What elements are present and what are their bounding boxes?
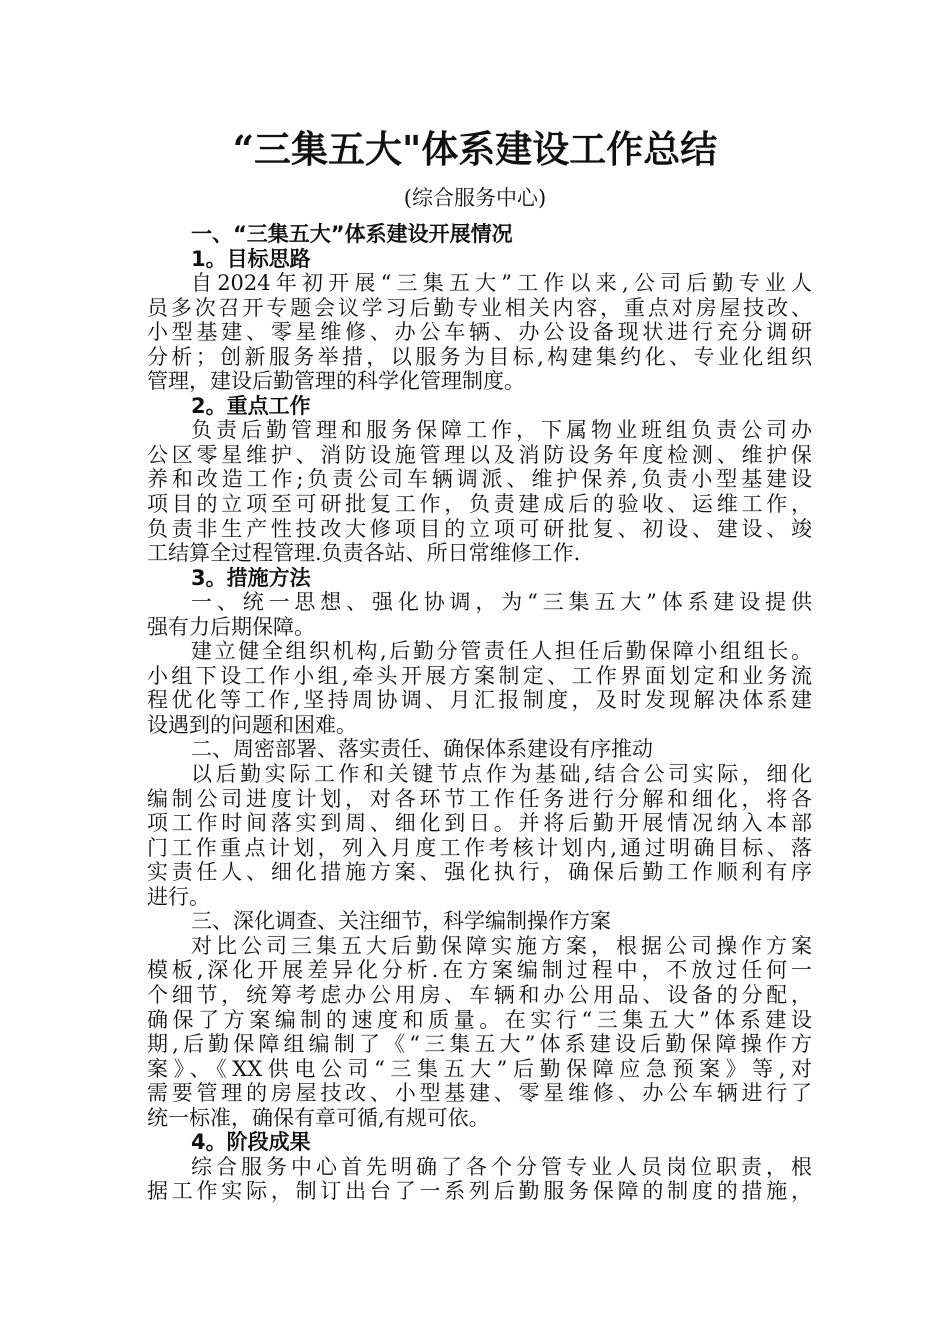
section-heading-main: 一、“三集五大”体系建设开展情况 (191, 222, 513, 246)
paragraph-line: 三、深化调查、关注细节，科学编制操作方案 (191, 909, 611, 934)
paragraph-line: 负责后勤管理和服务保障工作，下属物业班组负责公司办 (191, 418, 812, 443)
section-4-heading: 4。阶段成果 (191, 1130, 311, 1155)
paragraph-line: 案》、《XX供电公司“三集五大”后勤保障应急预案》等,对 (147, 1056, 812, 1081)
paragraph-line: 实责任人、细化措施方案、强化执行，确保后勤工作顺利有序 (147, 860, 812, 885)
paragraph-line: 编制公司进度计划，对各环节工作任务进行分解和细化，将各 (147, 786, 812, 811)
paragraph-line: 强有力后期保障。 (147, 614, 315, 639)
section-1-heading: 1。目标思路 (191, 246, 311, 271)
paragraph-line: 员多次召开专题会议学习后勤专业相关内容，重点对房屋技改、 (147, 295, 812, 320)
paragraph-line: 设遇到的问题和困难。 (147, 712, 357, 737)
paragraph-line: 期,后勤保障组编制了《“三集五大”体系建设后勤保障操作方 (147, 1032, 812, 1057)
paragraph-line: 以后勤实际工作和关键节点作为基础,结合公司实际，细化 (191, 762, 812, 787)
paragraph-line: 负责非生产性技改大修项目的立项可研批复、初设、建设、竣 (147, 516, 812, 541)
paragraph-line: 统一标准，确保有章可循,有规可依。 (147, 1105, 490, 1130)
paragraph-line: 模板,深化开展差异化分析.在方案编制过程中，不放过任何一 (147, 958, 812, 983)
paragraph-line: 小组下设工作小组,牵头开展方案制定、工作界面划定和业务流 (147, 663, 812, 688)
paragraph-line: 一、统一思想、强化协调，为“三集五大”体系建设提供 (191, 590, 812, 615)
paragraph-line: 养和改造工作;负责公司车辆调派、维护保养,负责小型基建设 (147, 467, 812, 492)
document-subtitle: (综合服务中心) (403, 186, 547, 210)
paragraph-line: 项目的立项至可研批复工作，负责建成后的验收、运维工作， (147, 492, 812, 517)
paragraph-line: 二、周密部署、落实责任、确保体系建设有序推动 (191, 737, 653, 762)
paragraph-line: 自2024年初开展“三集五大”工作以来,公司后勤专业人 (191, 271, 812, 296)
section-3-heading: 3。措施方法 (191, 565, 311, 590)
paragraph-line: 分析；创新服务举措，以服务为目标,构建集约化、专业化组织 (147, 344, 812, 369)
paragraph-line: 综合服务中心首先明确了各个分管专业人员岗位职责，根 (191, 1154, 812, 1179)
document-title: “三集五大"体系建设工作总结 (232, 127, 718, 171)
paragraph-line: 对比公司三集五大后勤保障实施方案，根据公司操作方案 (191, 933, 812, 958)
paragraph-line: 工结算全过程管理.负责各站、所日常维修工作. (147, 541, 581, 566)
paragraph-line: 管理，建设后勤管理的科学化管理制度。 (147, 369, 525, 394)
paragraph-line: 小型基建、零星维修、办公车辆、办公设备现状进行充分调研 (147, 320, 812, 345)
paragraph-line: 建立健全组织机构,后勤分管责任人担任后勤保障小组组长。 (191, 639, 812, 664)
paragraph-line: 据工作实际，制订出台了一系列后勤服务保障的制度的措施， (147, 1179, 812, 1204)
paragraph-line: 确保了方案编制的速度和质量。在实行“三集五大”体系建设 (147, 1007, 812, 1032)
paragraph-line: 个细节，统筹考虑办公用房、车辆和办公用品、设备的分配， (147, 982, 812, 1007)
paragraph-line: 项工作时间落实到周、细化到日。并将后勤开展情况纳入本部 (147, 811, 812, 836)
paragraph-line: 程优化等工作,坚持周协调、月汇报制度，及时发现解决体系建 (147, 688, 812, 713)
paragraph-line: 进行。 (147, 884, 210, 909)
section-2-heading: 2。重点工作 (191, 393, 311, 418)
paragraph-line: 门工作重点计划，列入月度工作考核计划内,通过明确目标、落 (147, 835, 812, 860)
paragraph-line: 需要管理的房屋技改、小型基建、零星维修、办公车辆进行了 (147, 1081, 812, 1106)
paragraph-line: 公区零星维护、消防设施管理以及消防设务年度检测、维护保 (147, 442, 812, 467)
document-body (147, 222, 812, 1204)
